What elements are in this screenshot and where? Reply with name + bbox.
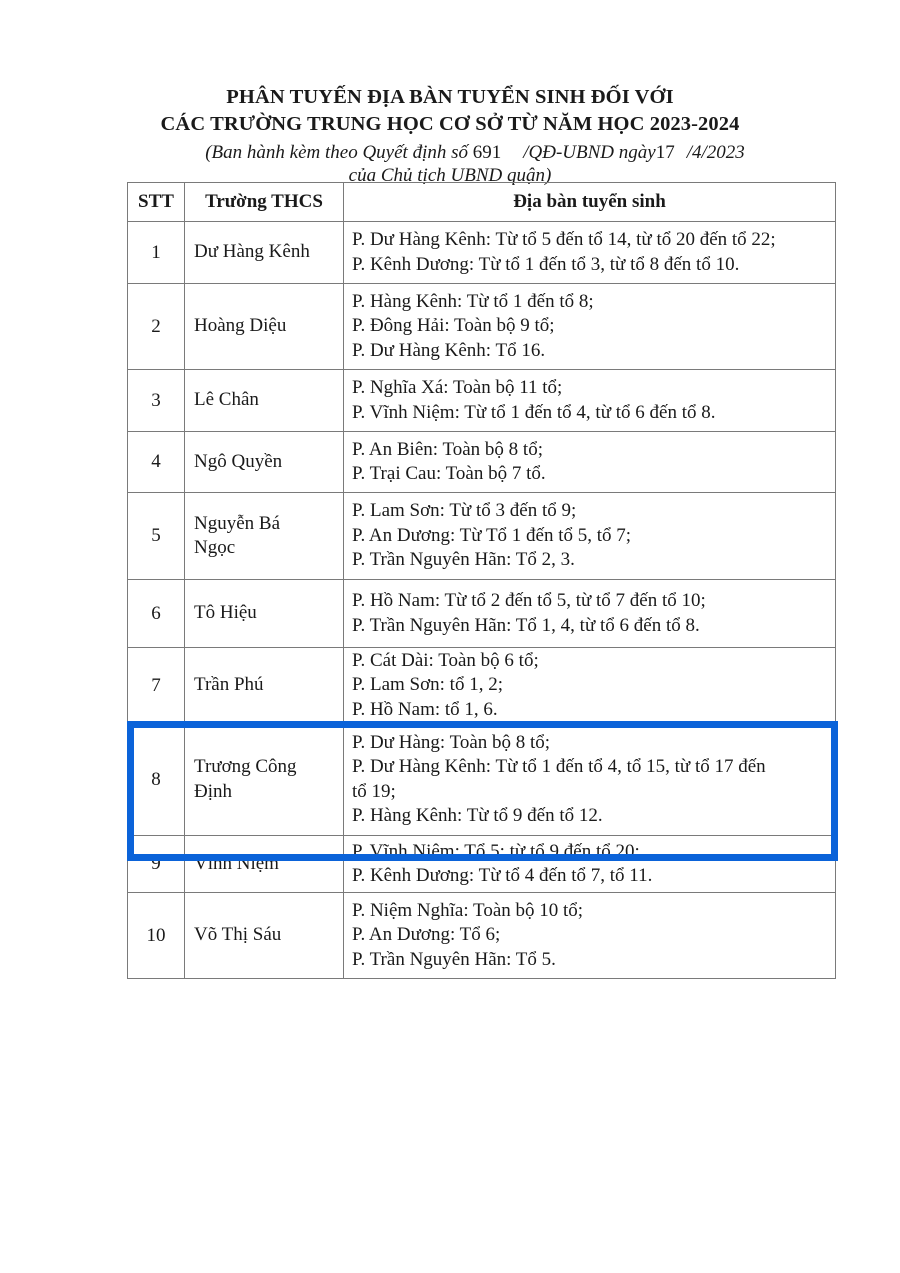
subtitle-line-2: của Chủ tịch UBND quận) xyxy=(348,165,552,186)
area-line: P. An Dương: Tổ 6; xyxy=(352,924,501,946)
table-row xyxy=(128,370,836,432)
table-row xyxy=(128,724,836,836)
row-area xyxy=(344,370,836,432)
row-stt: 6 xyxy=(128,580,185,648)
table-row xyxy=(128,493,836,580)
row-area xyxy=(344,893,836,979)
area-line: P. Cát Dài: Toàn bộ 6 tổ; xyxy=(352,649,539,671)
table-row xyxy=(128,648,836,724)
row-area xyxy=(344,493,836,580)
row-area xyxy=(344,836,836,893)
school-name-line: Ngọc xyxy=(194,537,236,558)
area-line: P. Trần Nguyên Hãn: Tổ 2, 3. xyxy=(352,549,575,571)
school-name-line: Trương Công xyxy=(194,756,297,777)
area-line: P. Niệm Nghĩa: Toàn bộ 10 tổ; xyxy=(352,899,584,921)
row-stt: 4 xyxy=(128,432,185,493)
table-row xyxy=(128,893,836,979)
decision-day: 17 xyxy=(655,142,675,163)
table-row xyxy=(128,284,836,370)
row-school xyxy=(185,836,344,893)
area-line: P. Đông Hải: Toàn bộ 9 tổ; xyxy=(352,315,555,337)
school-name-line: Lê Chân xyxy=(194,389,259,411)
row-school xyxy=(185,432,344,493)
area-line: P. Kênh Dương: Từ tổ 1 đến tổ 3, từ tổ 8 đến tổ 10. xyxy=(352,253,740,275)
row-school xyxy=(185,284,344,370)
school-name-line: Dư Hàng Kênh xyxy=(194,241,310,263)
area-line: tổ 19; xyxy=(352,780,396,802)
area-line: P. An Dương: Từ Tổ 1 đến tổ 5, tổ 7; xyxy=(352,524,632,546)
area-line: P. Vĩnh Niệm: Tổ 5; từ tổ 9 đến tổ 20; xyxy=(352,840,640,862)
school-name-line: Vĩnh Niệm xyxy=(194,852,279,874)
decision-number: 691 xyxy=(472,142,502,163)
row-school xyxy=(185,370,344,432)
subtitle-prefix: (Ban hành kèm theo Quyết định số xyxy=(205,142,468,163)
area-line: P. Hồ Nam: Từ tổ 2 đến tổ 5, từ tổ 7 đến tổ 10; xyxy=(352,590,706,611)
row-area xyxy=(344,724,836,836)
school-name-line: Hoàng Diệu xyxy=(194,315,287,337)
row-stt: 8 xyxy=(128,724,185,836)
area-line: P. Dư Hàng Kênh: Tổ 16. xyxy=(352,339,546,361)
column-header-stt: STT xyxy=(128,183,185,222)
area-line: P. Trần Nguyên Hãn: Tổ 1, 4, từ tổ 6 đến tổ 8. xyxy=(352,614,700,636)
row-area xyxy=(344,432,836,493)
document-header xyxy=(0,84,900,187)
area-line: P. Dư Hàng: Toàn bộ 8 tổ; xyxy=(352,731,551,753)
column-header-school: Trường THCS xyxy=(185,183,344,222)
row-school xyxy=(185,648,344,724)
row-area xyxy=(344,222,836,284)
row-school xyxy=(185,724,344,836)
table-row xyxy=(128,432,836,493)
row-stt: 1 xyxy=(128,222,185,284)
area-line: P. Hàng Kênh: Từ tổ 1 đến tổ 8; xyxy=(352,290,594,312)
table-row xyxy=(128,222,836,284)
area-line: P. An Biên: Toàn bộ 8 tổ; xyxy=(352,438,543,460)
row-area xyxy=(344,580,836,648)
title-line-1: PHÂN TUYẾN ĐỊA BÀN TUYỂN SINH ĐỐI VỚI xyxy=(226,86,674,108)
school-name-line: Võ Thị Sáu xyxy=(194,924,282,946)
row-school xyxy=(185,493,344,580)
area-line: P. Trần Nguyên Hãn: Tổ 5. xyxy=(352,948,556,970)
table-body xyxy=(128,222,836,979)
title-line-2: CÁC TRƯỜNG TRUNG HỌC CƠ SỞ TỪ NĂM HỌC 2023-2024 xyxy=(160,113,740,135)
row-school xyxy=(185,893,344,979)
school-name-line: Định xyxy=(194,780,232,802)
area-line: P. Lam Sơn: tổ 1, 2; xyxy=(352,674,503,696)
row-stt: 9 xyxy=(128,836,185,893)
area-line: P. Hàng Kênh: Từ tổ 9 đến tổ 12. xyxy=(352,805,603,826)
area-line: P. Nghĩa Xá: Toàn bộ 11 tổ; xyxy=(352,377,563,398)
area-line: P. Hồ Nam: tổ 1, 6. xyxy=(352,698,498,720)
enrollment-zone-table xyxy=(127,182,836,979)
subtitle-suffix: /4/2023 xyxy=(686,142,745,163)
school-name-line: Ngô Quyền xyxy=(194,450,283,472)
area-line: P. Dư Hàng Kênh: Từ tổ 5 đến tổ 14, từ tổ 20 đến tổ 22; xyxy=(352,229,776,250)
row-school xyxy=(185,580,344,648)
school-name-line: Trần Phú xyxy=(194,674,264,696)
table-header-row xyxy=(128,183,836,222)
school-name-line: Nguyễn Bá xyxy=(194,512,281,534)
area-line: P. Dư Hàng Kênh: Từ tổ 1 đến tổ 4, tổ 15, từ tổ 17 đến xyxy=(352,756,766,777)
row-stt: 3 xyxy=(128,370,185,432)
column-header-area: Địa bàn tuyển sinh xyxy=(344,183,836,222)
row-area xyxy=(344,284,836,370)
row-stt: 2 xyxy=(128,284,185,370)
area-line: P. Trại Cau: Toàn bộ 7 tổ. xyxy=(352,463,546,484)
table-row xyxy=(128,836,836,893)
table-row xyxy=(128,580,836,648)
row-stt: 10 xyxy=(128,893,185,979)
area-line: P. Vĩnh Niệm: Từ tổ 1 đến tổ 4, từ tổ 6 đến tổ 8. xyxy=(352,401,716,423)
row-stt: 7 xyxy=(128,648,185,724)
row-school xyxy=(185,222,344,284)
subtitle-mid: /QĐ-UBND ngày xyxy=(523,142,656,163)
school-name-line: Tô Hiệu xyxy=(194,602,257,624)
row-stt: 5 xyxy=(128,493,185,580)
area-line: P. Lam Sơn: Từ tổ 3 đến tổ 9; xyxy=(352,500,577,522)
subtitle-line-1 xyxy=(0,141,900,164)
row-area xyxy=(344,648,836,724)
area-line: P. Kênh Dương: Từ tổ 4 đến tổ 7, tổ 11. xyxy=(352,865,653,886)
